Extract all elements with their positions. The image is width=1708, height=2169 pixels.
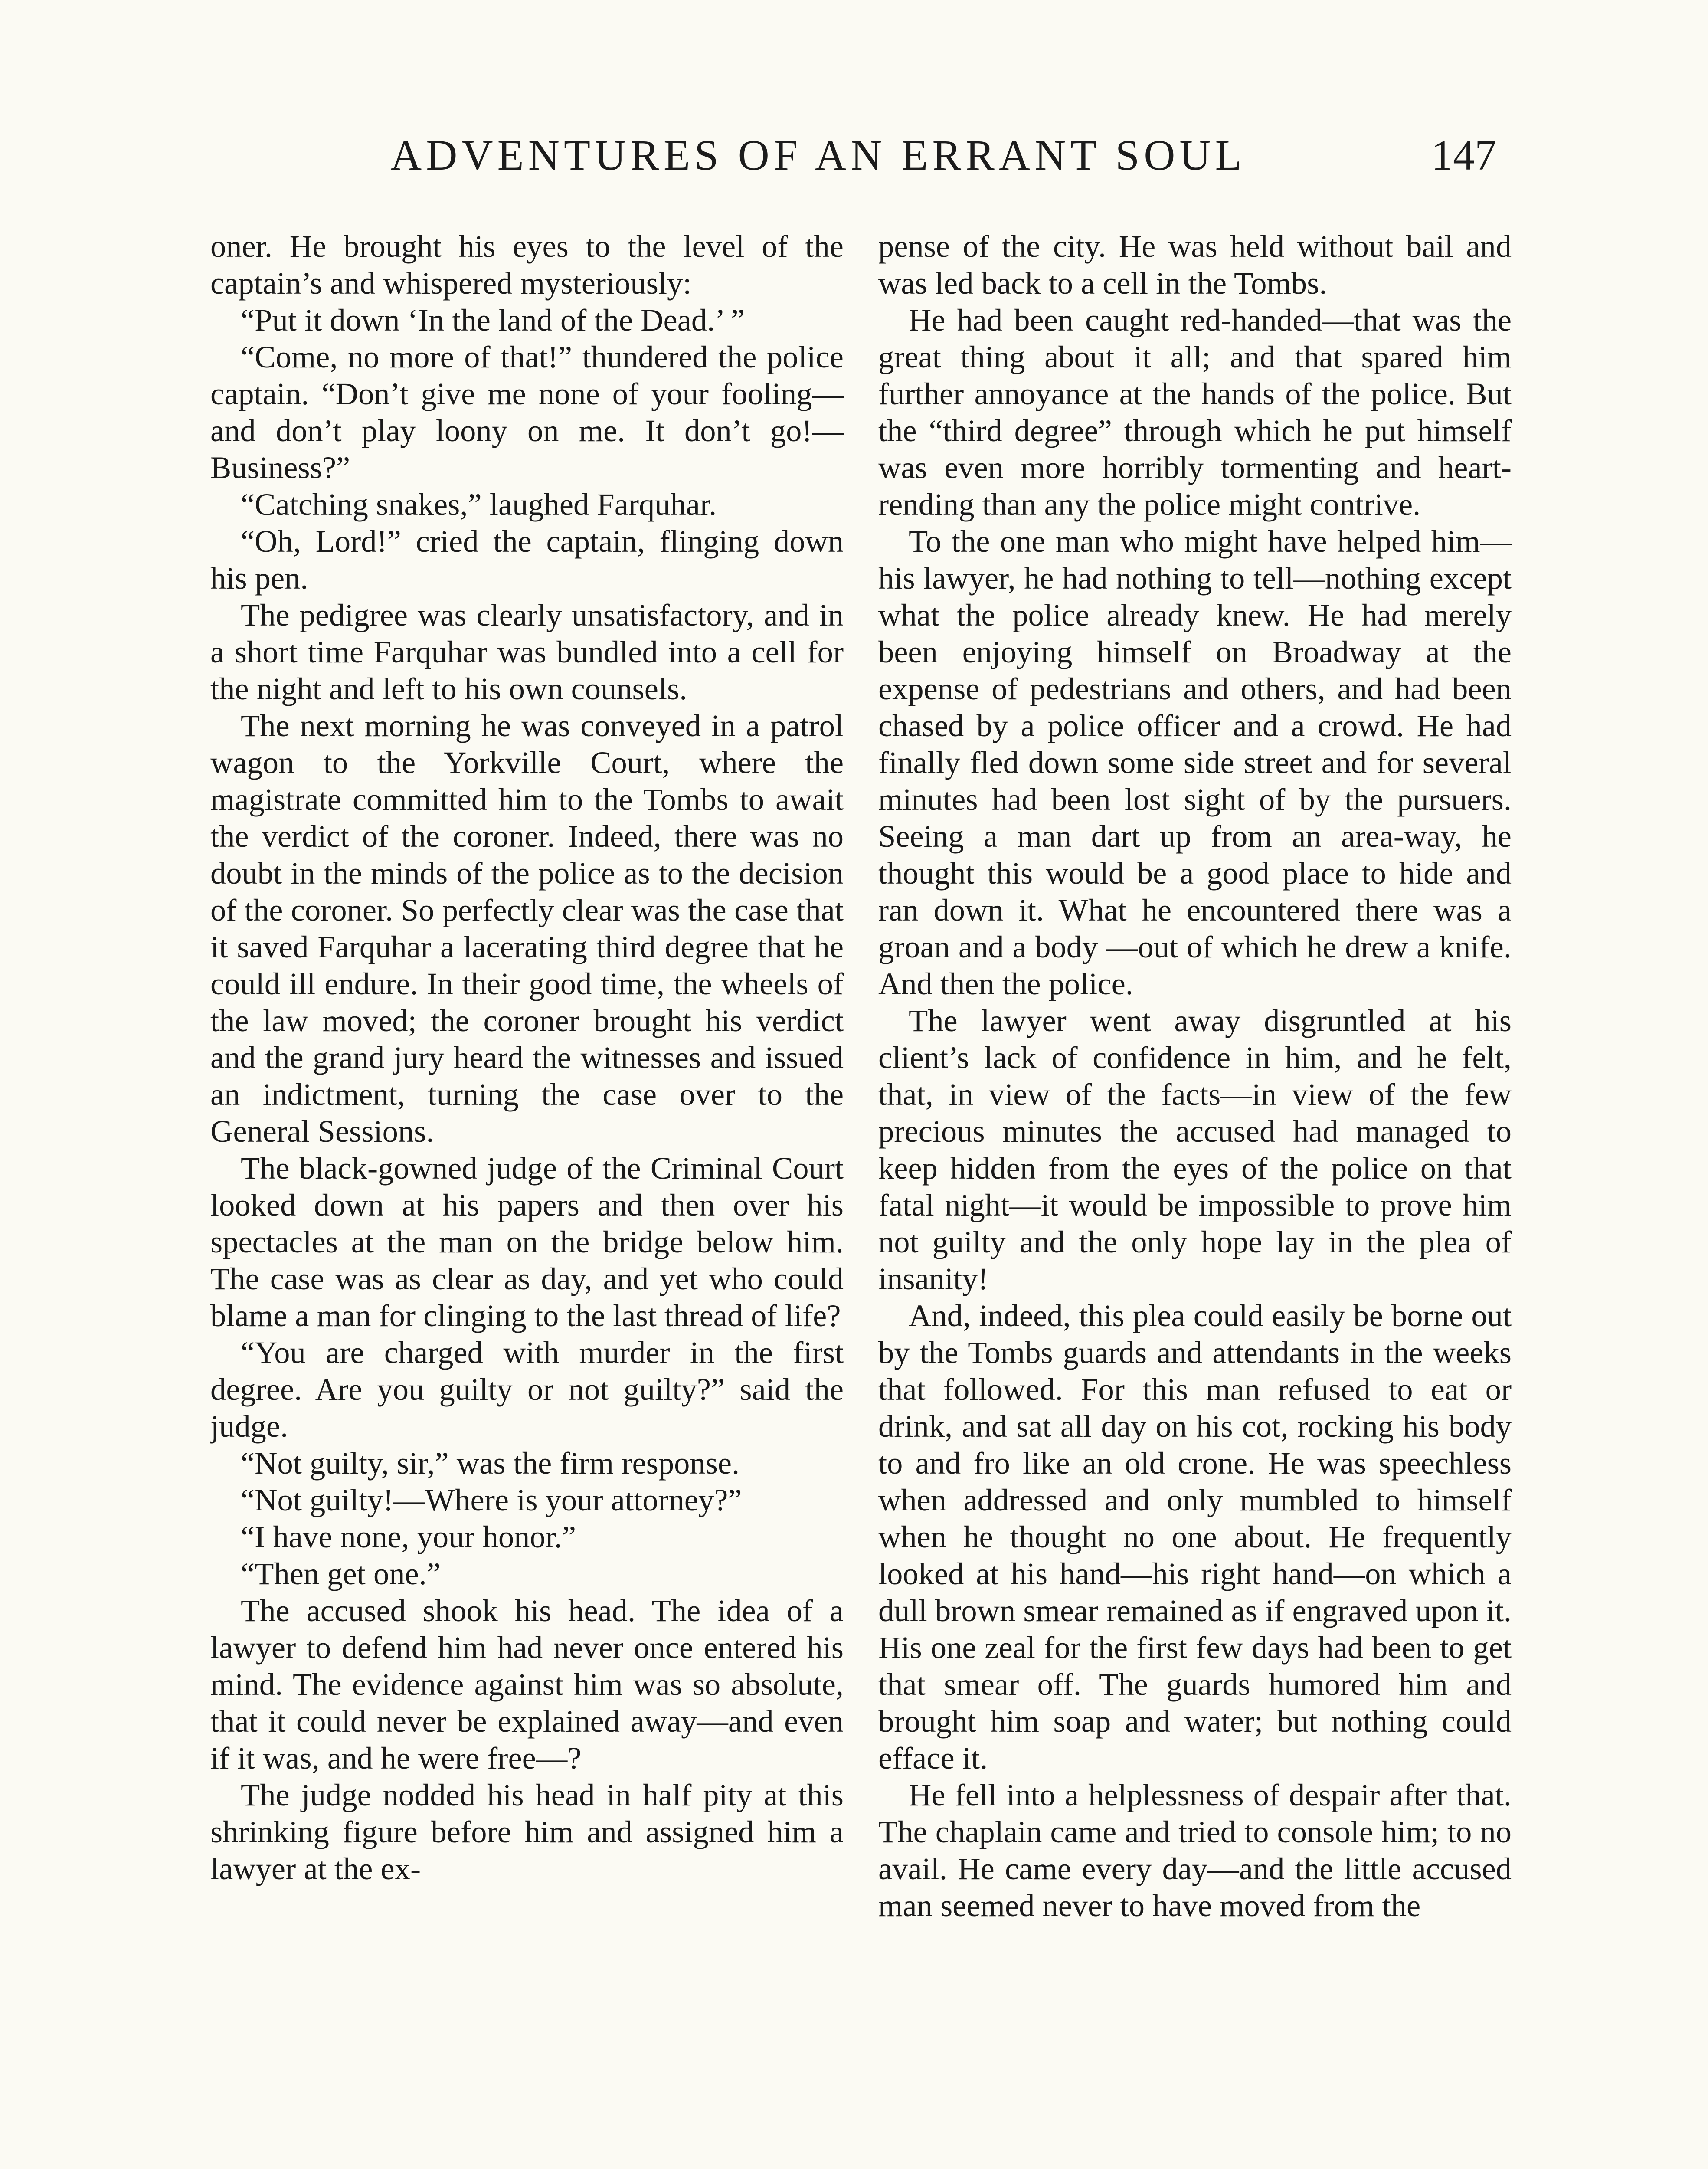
running-title: ADVENTURES OF AN ERRANT SOUL xyxy=(390,131,1246,179)
paragraph: To the one man who might have helped him—his lawyer, he had nothing to tell—nothing except what the police already knew. He had merely been enjoying himself on Broadway at the expense of pedestrians and others, and had been chased by a police officer and a crowd. He had finally fled down some side street and for several minutes had been lost sight of by the pursuers. Seeing a man dart up from an area-way, he thought this would be a good place to hide and ran down it. What he encountered there was a groan and a body —out of which he drew a knife. And then the police. xyxy=(878,524,1512,1001)
paragraph: “Come, no more of that!” thundered the police captain. “Don’t give me none of your fooling—and don’t play loony on me. It don’t go!—Business?” xyxy=(210,339,844,485)
paragraph: “I have none, your honor.” xyxy=(241,1519,576,1554)
paragraph: “Not guilty!—Where is your attorney?” xyxy=(241,1482,742,1517)
left-column xyxy=(210,228,844,2169)
paragraph: The judge nodded his head in half pity at this shrinking figure before him and assigned him a lawyer at the ex- xyxy=(210,1777,844,1886)
paragraph: The black-gowned judge of the Criminal Court looked down at his papers and then over his spectacles at the man on the bridge below him. The case was as clear as day, and yet who could blame a man for clinging to the last thread of life? xyxy=(210,1150,844,1333)
paragraph: pense of the city. He was held without bail and was led back to a cell in the Tombs. xyxy=(878,229,1512,301)
paragraph: “You are charged with murder in the first degree. Are you guilty or not guilty?” said the judge. xyxy=(210,1335,844,1444)
paragraph: He fell into a helplessness of despair after that. The chaplain came and tried to console him; to no avail. He came every day—and the little accused man seemed never to have moved from the xyxy=(878,1777,1512,1923)
paragraph: He had been caught red-handed—that was the great thing about it all; and that spared him further annoyance at the hands of the police. But the “third degree” through which he put himself was even more horribly tormenting and heart-rending than any the police might contrive. xyxy=(878,302,1512,522)
paragraph: The pedigree was clearly unsatisfactory, and in a short time Farquhar was bundled into a cell for the night and left to his own counsels. xyxy=(210,597,844,706)
paragraph: The next morning he was conveyed in a patrol wagon to the Yorkville Court, where the magistrate committed him to the Tombs to await the verdict of the coroner. Indeed, there was no doubt in the minds of the police as to the decision of the coroner. So perfectly clear was the case that it saved Farquhar a lacerating third degree that he could ill endure. In their good time, the wheels of the law moved; the coroner brought his verdict and the grand jury heard the witnesses and issued an indictment, turning the case over to the General Sessions. xyxy=(210,708,844,1149)
page-header xyxy=(0,130,1708,191)
paragraph: “Catching snakes,” laughed Farquhar. xyxy=(241,487,717,522)
paragraph: “Then get one.” xyxy=(241,1556,441,1591)
paragraph: “Not guilty, sir,” was the firm response. xyxy=(241,1445,740,1481)
paragraph: “Oh, Lord!” cried the captain, flinging down his pen. xyxy=(210,524,844,596)
right-column xyxy=(878,228,1512,2169)
paragraph: And, indeed, this plea could easily be borne out by the Tombs guards and attendants in the weeks that followed. For this man refused to eat or drink, and sat all day on his cot, rocking his body to and fro like an old crone. He was speechless when addressed and only mumbled to himself when he thought no one about. He frequently looked at his hand—his right hand—on which a dull brown smear remained as if engraved upon it. His one zeal for the first few days had been to get that smear off. The guards humored him and brought him soap and water; but nothing could efface it. xyxy=(878,1298,1512,1776)
paragraph: “Put it down ‘In the land of the Dead.’ ” xyxy=(241,302,745,337)
paragraph: The lawyer went away disgruntled at his client’s lack of confidence in him, and he felt, that, in view of the facts—in view of the few precious minutes the accused had managed to keep hidden from the eyes of the police on that fatal night—it would be impossible to prove him not guilty and the only hope lay in the plea of insanity! xyxy=(878,1003,1512,1296)
paragraph: The accused shook his head. The idea of a lawyer to defend him had never once entered his mind. The evidence against him was so absolute, that it could never be explained away—and even if it was, and he were free—? xyxy=(210,1593,844,1776)
paragraph: oner. He brought his eyes to the level of the captain’s and whispered mysteriously: xyxy=(210,229,844,301)
page-number: 147 xyxy=(1431,131,1496,179)
